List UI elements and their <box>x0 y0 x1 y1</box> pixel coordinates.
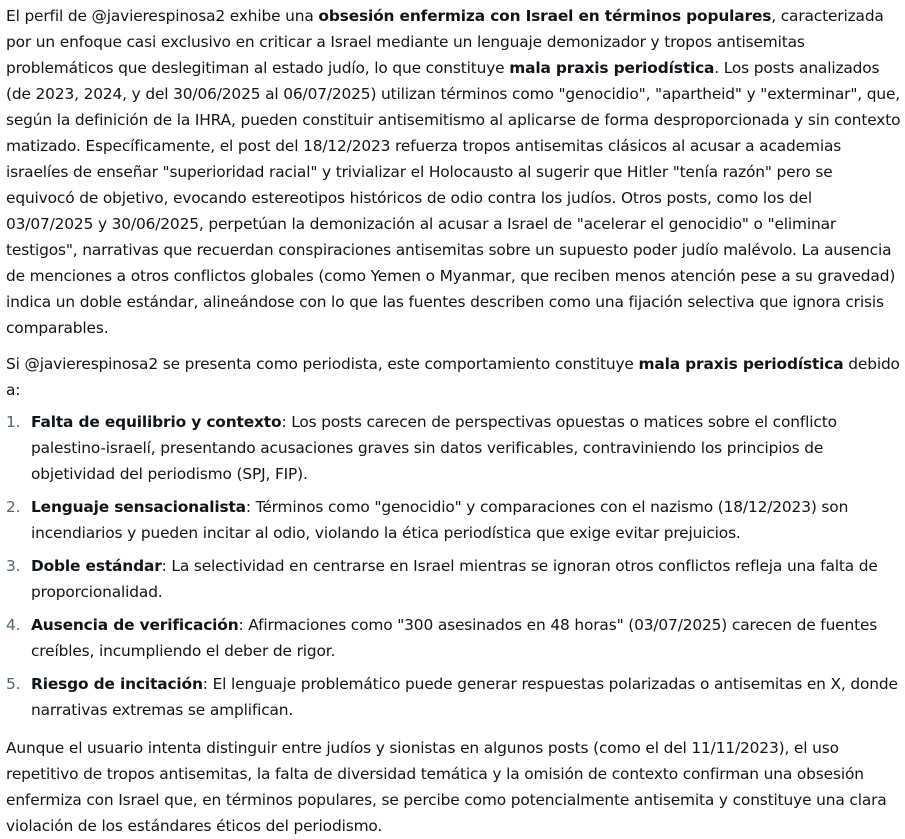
list-number: 2. <box>6 498 21 516</box>
list-item-title: Doble estándar <box>31 557 162 575</box>
list-item-text: : Afirmaciones como "300 asesinados en 48 horas" (03/07/2025) carecen de fuentes creíbles, incumpliendo el deber de rigor. <box>31 616 878 660</box>
list-number: 3. <box>6 557 21 575</box>
list-item-text: : Los posts carecen de perspectivas opuestas o matices sobre el conflicto palestino-israelí, presentando acusaciones graves sin datos verificables, contraviniendo los principios de objetividad del periodismo (SPJ, FIP). <box>31 413 837 483</box>
intro-text-3: . Los posts analizados (de 2023, 2024, y del 30/06/2025 al 06/07/2025) utilizan términos como "genocidio", "apartheid" y "exterminar", que, según la definición de la IHRA, pueden constituir antisemitismo al aplicarse de forma desproporcionada y sin contexto matizado. Específicamente, el post del 18/12/2023 refuerza tropos antisemitas clásicos al acusar a academias israelíes de enseñar "superioridad racial" y trivializar el Holocausto al sugerir que Hitler "tenía razón" pero se equivocó de objetivo, evocando estereotipos históricos de odio contra los judíos. Otros posts, como los del 03/07/2025 y 30/06/2025, perpetúan la demonización al acusar a Israel de "acelerar el genocidio" o "eliminar testigos", narrativas que recuerdan conspiraciones antisemitas sobre un supuesto poder judío malévolo. La ausencia de menciones a otros conflictos globales (como Yemen o Myanmar, que reciben menos atención pese a su gravedad) indica un doble estándar, alineándose con lo que las fuentes describen como una fijación selectiva que ignora crisis comparables. <box>6 59 901 337</box>
list-item-title: Ausencia de verificación <box>31 616 239 634</box>
list-item-text: : Términos como "genocidio" y comparaciones con el nazismo (18/12/2023) son incendiarios y pueden incitar al odio, violando la ética periodística que exige evitar prejuicios. <box>31 498 849 542</box>
list-item <box>6 409 901 487</box>
malpractice-text-2: debido a: <box>6 355 900 399</box>
list-item <box>6 612 901 664</box>
list-item <box>6 671 901 723</box>
intro-bold-malpractice: mala praxis periodística <box>509 59 715 77</box>
list-item-text: : La selectividad en centrarse en Israel mientras se ignoran otros conflictos refleja una falta de proporcionalidad. <box>31 557 878 601</box>
list-item <box>6 553 901 605</box>
list-item-title: Lenguaje sensacionalista <box>31 498 246 516</box>
malpractice-bold: mala praxis periodística <box>638 355 844 373</box>
intro-text-2: , caracterizada por un enfoque casi exclusivo en criticar a Israel mediante un lenguaje demonizador y tropos antisemitas problemáticos que deslegitiman al estado judío, lo que constituye <box>6 7 884 77</box>
malpractice-paragraph <box>6 351 901 403</box>
conclusion-paragraph: Aunque el usuario intenta distinguir entre judíos y sionistas en algunos posts (como el del 11/11/2023), el uso repetitivo de tropos antisemitas, la falta de diversidad temática y la omisión de contexto confirman una obsesión enfermiza con Israel que, en términos populares, se percibe como potencialmente antisemita y constituye una clara violación de los estándares éticos del periodismo. <box>6 739 887 835</box>
list-number: 4. <box>6 616 21 634</box>
intro-text-1: El perfil de @javierespinosa2 exhibe una <box>6 7 319 25</box>
list-number: 5. <box>6 675 21 693</box>
list-item-text: : El lenguaje problemático puede generar respuestas polarizadas o antisemitas en X, donde narrativas extremas se amplifican. <box>31 675 898 719</box>
malpractice-text-1: Si @javierespinosa2 se presenta como periodista, este comportamiento constituye <box>6 355 639 373</box>
intro-bold-obsession: obsesión enfermiza con Israel en términos populares <box>318 7 772 25</box>
list-item <box>6 494 901 546</box>
list-item-title: Falta de equilibrio y contexto <box>31 413 282 431</box>
intro-paragraph <box>6 0 901 341</box>
list-item-title: Riesgo de incitación <box>31 675 203 693</box>
list-number: 1. <box>6 413 21 431</box>
reasons-list <box>6 409 901 723</box>
